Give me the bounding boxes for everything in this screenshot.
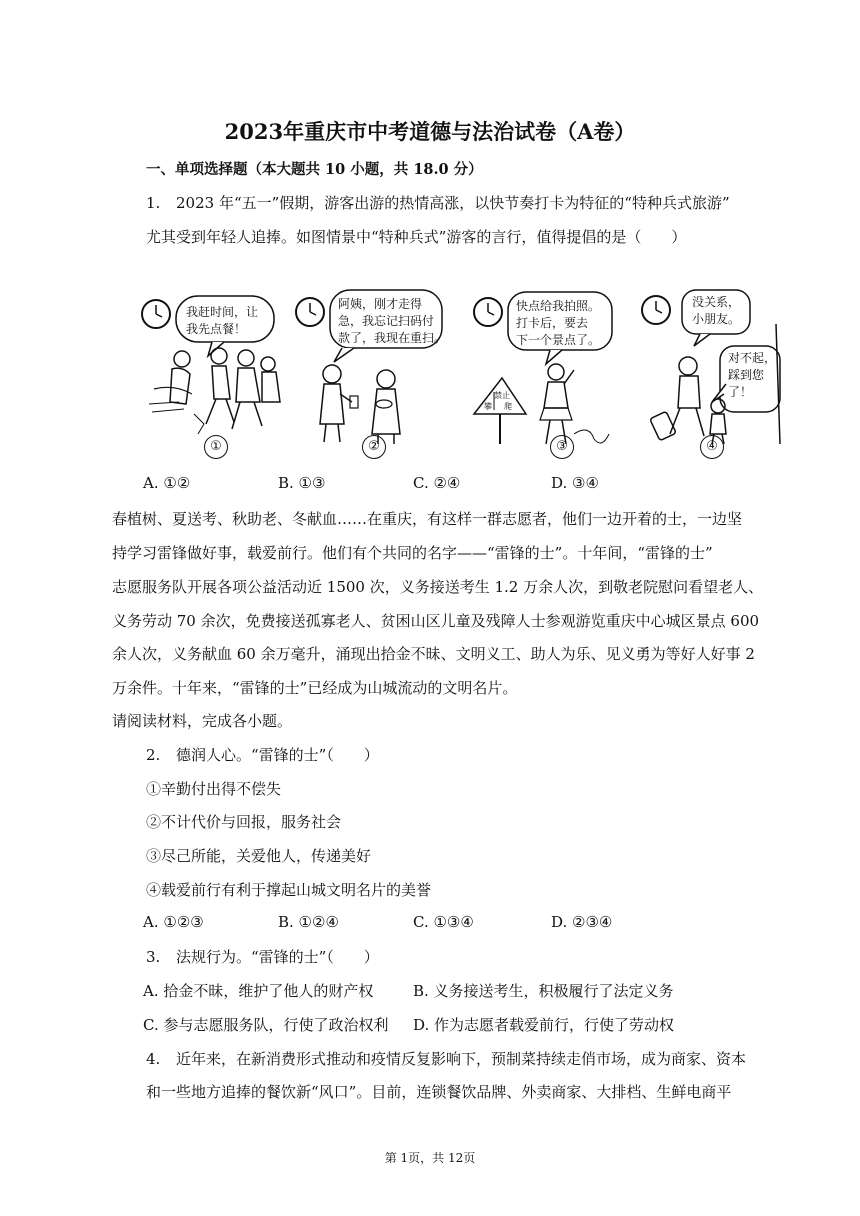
comic-panel-4-number: ④	[700, 435, 724, 459]
question-3-stem	[146, 946, 379, 967]
question-1-line-2: 尤其受到年轻人追捧。如图情景中“特种兵式”游客的言行，值得提倡的是（ ）	[146, 228, 687, 246]
question-1-number: 1.	[146, 194, 161, 212]
question-2-item-3: ③尽己所能，关爱他人，传递美好	[146, 847, 372, 865]
question-2-item-2: ②不计代价与回报，服务社会	[146, 813, 342, 831]
comic-panel-2-speech: 阿姨，刚才走得 急，我忘记扫码付 款了，我现在重扫。	[338, 297, 447, 345]
question-1-option-d: D. ③④	[551, 474, 599, 492]
question-2-option-a: A. ①②③	[143, 913, 204, 931]
question-3-option-b: B. 义务接送考生，积极履行了法定义务	[413, 982, 674, 1000]
question-1-line-1	[146, 192, 730, 213]
material-line-2: 持学习雷锋做好事，载爱前行。他们有个共同的名字——“雷锋的士”。十年间，“雷锋的士”	[112, 544, 713, 562]
question-4-line-2: 和一些地方追捧的餐饮新“风口”。目前，连锁餐饮品牌、外卖商家、大排档、生鲜电商平	[146, 1083, 732, 1101]
page-title: 2023年重庆市中考道德与法治试卷（A卷）	[224, 119, 636, 144]
comic-panel-4	[634, 284, 784, 459]
no-climbing-sign-right: 爬	[504, 402, 512, 411]
question-2-text: 德润人心。“雷锋的士”（ ）	[176, 746, 379, 764]
question-4-number: 4.	[146, 1050, 161, 1068]
question-1-option-c: C. ②④	[413, 474, 461, 492]
question-2-item-1: ①辛勤付出得不偿失	[146, 780, 282, 798]
question-1-text-1: 2023 年“五一”假期，游客出游的热情高涨，以快节奏打卡为特征的“特种兵式旅游”	[176, 194, 730, 212]
question-1-option-a: A. ①②	[143, 474, 191, 492]
material-instruction: 请阅读材料，完成各小题。	[112, 712, 293, 730]
section-heading: 一、单项选择题（本大题共 10 小题，共 18.0 分）	[146, 161, 483, 178]
material-line-1: 春植树、夏送考、秋助老、冬献血……在重庆，有这样一群志愿者，他们一边开着的士，一边坚	[112, 510, 743, 528]
comic-panel-4-speech-child: 对不起， 踩到您 了！	[728, 351, 777, 399]
question-3-option-a: A. 拾金不昧，维护了他人的财产权	[143, 982, 374, 1000]
question-2-number: 2.	[146, 746, 161, 764]
material-line-5: 余人次，义务献血 60 余万毫升，涌现出拾金不昧、文明义工、助人为乐、见义勇为等好人好事 2	[112, 645, 755, 663]
question-3-option-d: D. 作为志愿者载爱前行，行使了劳动权	[413, 1016, 675, 1034]
question-2-item-4: ④载爱前行有利于撑起山城文明名片的美誉	[146, 881, 432, 899]
comic-panel-1-number: ①	[204, 435, 228, 459]
question-1-option-b: B. ①③	[278, 474, 326, 492]
comic-panel-2-number: ②	[362, 435, 386, 459]
question-4-line-1	[146, 1048, 746, 1069]
no-climbing-sign-left: 攀	[484, 402, 492, 411]
comic-panel-3-number: ③	[550, 435, 574, 459]
comic-panel-3-speech: 快点给我拍照。 打卡后，要去 下一个景点了。	[516, 299, 601, 347]
material-line-4: 义务劳动 70 余次，免费接送孤寡老人、贫困山区儿童及残障人士参观游览重庆中心城区景点 600	[112, 612, 760, 630]
comic-panel-1-speech: 我赶时间，让 我先点餐！	[186, 305, 259, 336]
question-1-comic-strip	[134, 284, 784, 459]
comic-panel-1	[134, 284, 284, 459]
comic-panel-4-speech-adult: 没关系， 小朋友。	[692, 295, 741, 326]
page-footer: 第 1页，共 12页	[384, 1151, 476, 1165]
question-2-option-c: C. ①③④	[413, 913, 474, 931]
no-climbing-sign-top: 禁止	[494, 391, 510, 400]
question-2-stem	[146, 744, 379, 765]
question-3-text: 法规行为。“雷锋的士”（ ）	[176, 948, 379, 966]
question-3-option-c: C. 参与志愿服务队，行使了政治权利	[143, 1016, 389, 1034]
material-line-6: 万余件。十年来，“雷锋的士”已经成为山城流动的文明名片。	[112, 679, 518, 697]
comic-panel-3	[464, 284, 614, 459]
question-3-number: 3.	[146, 948, 161, 966]
question-2-option-b: B. ①②④	[278, 913, 339, 931]
comic-panel-2	[294, 284, 447, 459]
question-2-option-d: D. ②③④	[551, 913, 613, 931]
question-4-text-1: 近年来，在新消费形式推动和疫情反复影响下，预制菜持续走俏市场，成为商家、资本	[176, 1050, 747, 1068]
material-line-3: 志愿服务队开展各项公益活动近 1500 次，义务接送考生 1.2 万余人次，到敬老院慰问看望老人、	[112, 578, 764, 596]
